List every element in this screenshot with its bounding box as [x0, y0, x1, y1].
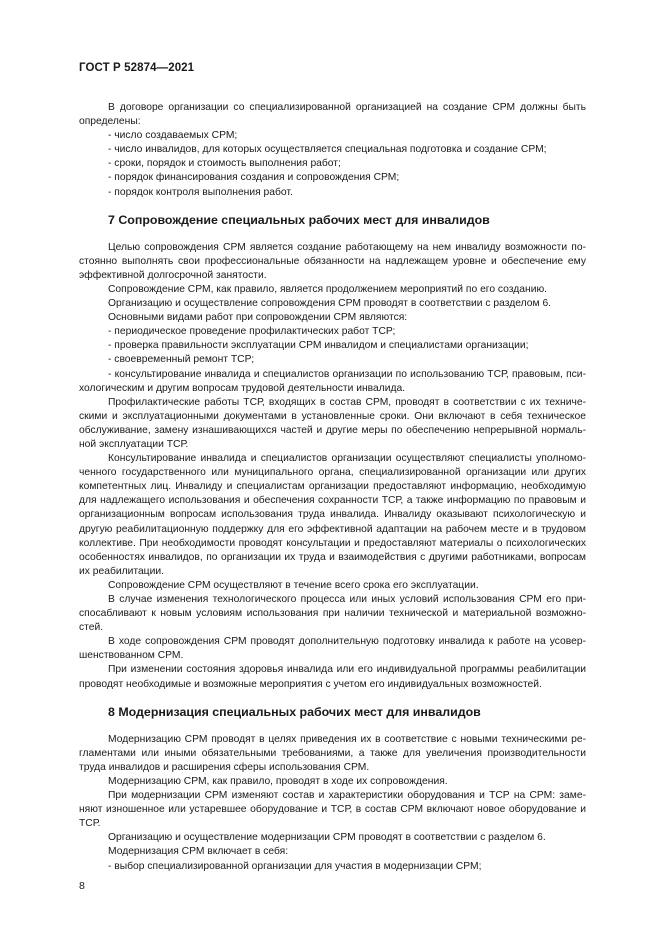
section-7-paragraph: Основными видами работ при сопровождении СРМ являются:	[108, 312, 408, 324]
intro-list-item: - порядок контроля выполнения работ.	[108, 186, 293, 198]
document-body	[79, 101, 586, 874]
section-7-list-item: - проверка правильности эксплуатации СРМ инвалидом и специалистами организации;	[108, 340, 529, 352]
intro-list-item: - число создаваемых СРМ;	[108, 130, 238, 142]
section-7-paragraph: В ходе сопровождения СРМ проводят дополнительную подготовку инвалида к работе на усовершенствованном СРМ.	[79, 636, 586, 662]
section-7-paragraph: При изменении состояния здоровья инвалида или его индивидуальной программы реабилитации проводят необходимые и возможные мероприятия с учетом его индивидуальных возможностей.	[79, 664, 586, 690]
section-7-paragraph: Профилактические работы ТСР, входящих в состав СРМ, проводят в соответствии с их техническими и эксплуатационными документами в установленные сроки. Они включают в себя техническое обслуживание, замену изнашивающихся частей и другие меры по обеспечению непрерывной нормальной эксплуатации ТСР.	[79, 396, 586, 450]
section-8-paragraph: Модернизация СРМ включает в себя:	[108, 846, 289, 858]
intro-list-item: - сроки, порядок и стоимость выполнения работ;	[108, 158, 341, 170]
section-8-heading: 8 Модернизация специальных рабочих мест для инвалидов	[108, 704, 481, 719]
intro-list-item: - порядок финансирования создания и сопровождения СРМ;	[108, 172, 400, 184]
intro-list-item: - число инвалидов, для которых осуществляется специальная подготовка и создание СРМ;	[108, 144, 547, 156]
section-8-paragraph: Организацию и осуществление модернизации СРМ проводят в соответствии с разделом 6.	[108, 832, 546, 844]
section-7-list-item: - консультирование инвалида и специалистов организации по использованию ТСР, правовым, психологическим и другим вопросам трудовой деятельности инвалида.	[79, 368, 586, 394]
section-8-paragraph: Модернизацию СРМ, как правило, проводят в ходе их сопровождения.	[108, 775, 448, 787]
page-number: 8	[79, 880, 85, 892]
section-8-list-item: - выбор специализированной организации для участия в модернизации СРМ;	[108, 860, 482, 872]
intro-lead: В договоре организации со специализированной организацией на создание СРМ должны быть определены:	[79, 102, 586, 128]
section-7-paragraph: Целью сопровождения СРМ является создание работающему на нем инвалиду возможности постоянно выполнять свои профессиональные обязанности на надлежащем уровне и обеспечение ему эффективной долгосрочной занятости.	[79, 241, 586, 281]
document-standard-id: ГОСТ Р 52874—2021	[79, 62, 195, 74]
section-7-paragraph: Консультирование инвалида и специалистов организации осуществляют специалисты уполномоченного государственного или муниципального органа, специализированной организации или других компетентных лиц. Инвалиду и специалистам организации предоставляют информацию, необходимую для надлежащего использования и обеспечения сохранности ТСР, а также информацию по правовым и организационным вопросам использования труда инвалида. Инвалиду оказывают психологическую и другую реабилитационную поддержку для его эффективной адаптации на рабочем месте и в трудовом коллективе. При необходимости проводят консультации и предоставляют материалы о психологических особенностях инвалидов, по организации их труда и взаимодействия с другими работниками, вопросам их реабилитации.	[79, 453, 586, 577]
section-7-paragraph: Сопровождение СРМ осуществляют в течение всего срока его эксплуатации.	[108, 579, 479, 591]
section-8-paragraph: Модернизацию СРМ проводят в целях приведения их в соответствие с новыми техническими регламентами или иными обязательными требованиями, а также для увеличения производительности труда инвалидов и расширения сферы использования СРМ.	[79, 733, 586, 773]
section-7-list-item: - периодическое проведение профилактических работ ТСР;	[108, 326, 396, 338]
section-7-paragraph: Организацию и осуществление сопровождения СРМ проводят в соответствии с разделом 6.	[108, 298, 552, 310]
section-7-heading: 7 Сопровождение специальных рабочих мест для инвалидов	[108, 212, 490, 227]
section-7-paragraph: Сопровождение СРМ, как правило, является продолжением мероприятий по его созданию.	[108, 283, 548, 295]
section-7-list-item: - своевременный ремонт ТСР;	[108, 354, 255, 366]
section-8-paragraph: При модернизации СРМ изменяют состав и характеристики оборудования и ТСР на СРМ: заменяют изношенное или устаревшее оборудование и ТСР, в состав СРМ включают новое оборудование и ТСР.	[79, 790, 586, 830]
section-7-paragraph: В случае изменения технологического процесса или иных условий использования СРМ его приспосабливают к новым условиям использования при наличии технической и материальной возможностей.	[79, 594, 586, 634]
